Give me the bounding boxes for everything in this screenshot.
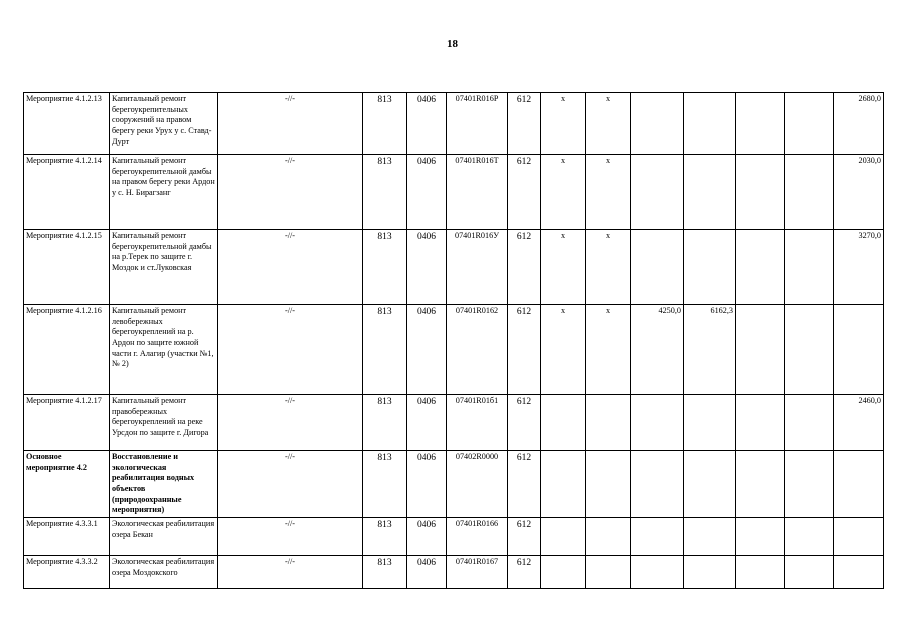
executor-cell: -//-: [218, 517, 363, 555]
table-row: [24, 451, 884, 518]
executor-cell: -//-: [218, 555, 363, 588]
measure-name-cell: Мероприятие 4.1.2.15: [24, 230, 110, 305]
section-code-cell: 0406: [407, 230, 447, 305]
target-article-cell: 07401R016У: [447, 230, 508, 305]
expense-type-cell: 612: [508, 93, 541, 155]
value-cell-3: [631, 517, 684, 555]
value-cell-2: [586, 451, 631, 518]
value-cell-7: 2680,0: [834, 93, 884, 155]
value-cell-7: [834, 451, 884, 518]
target-article-cell: 07401R0166: [447, 517, 508, 555]
expense-type-cell: 612: [508, 305, 541, 395]
table-row: [24, 93, 884, 155]
value-cell-5: [736, 395, 785, 451]
value-cell-5: [736, 230, 785, 305]
value-cell-7: [834, 555, 884, 588]
expense-type-cell: 612: [508, 451, 541, 518]
value-cell-4: 6162,3: [684, 305, 736, 395]
measure-description-cell: Восстановление и экологическая реабилитация водных объектов (природоохранные мероприятия): [110, 451, 218, 518]
section-code-cell: 0406: [407, 395, 447, 451]
grbs-code-cell: 813: [363, 395, 407, 451]
value-cell-1: х: [541, 93, 586, 155]
value-cell-6: [785, 395, 834, 451]
grbs-code-cell: 813: [363, 451, 407, 518]
value-cell-3: [631, 230, 684, 305]
value-cell-5: [736, 93, 785, 155]
value-cell-6: [785, 451, 834, 518]
value-cell-3: [631, 155, 684, 230]
budget-table: [23, 92, 884, 589]
section-code-cell: 0406: [407, 93, 447, 155]
value-cell-4: [684, 230, 736, 305]
table-row: [24, 230, 884, 305]
value-cell-3: [631, 93, 684, 155]
value-cell-2: [586, 555, 631, 588]
grbs-code-cell: 813: [363, 230, 407, 305]
value-cell-5: [736, 517, 785, 555]
measure-description-cell: Капитальный ремонт берегоукрепительной дамбы на правом берегу реки Ардон у с. Н. Бирагзанг: [110, 155, 218, 230]
value-cell-4: [684, 517, 736, 555]
value-cell-1: [541, 395, 586, 451]
value-cell-7: [834, 305, 884, 395]
executor-cell: -//-: [218, 451, 363, 518]
value-cell-3: [631, 451, 684, 518]
value-cell-3: [631, 555, 684, 588]
executor-cell: -//-: [218, 305, 363, 395]
value-cell-6: [785, 155, 834, 230]
table-body: [24, 93, 884, 589]
value-cell-3: [631, 395, 684, 451]
value-cell-5: [736, 451, 785, 518]
table-row: [24, 395, 884, 451]
value-cell-5: [736, 155, 785, 230]
value-cell-4: [684, 93, 736, 155]
expense-type-cell: 612: [508, 230, 541, 305]
grbs-code-cell: 813: [363, 555, 407, 588]
value-cell-6: [785, 517, 834, 555]
value-cell-4: [684, 451, 736, 518]
value-cell-1: х: [541, 155, 586, 230]
measure-name-cell: Мероприятие 4.1.2.16: [24, 305, 110, 395]
value-cell-7: 2460,0: [834, 395, 884, 451]
value-cell-2: [586, 395, 631, 451]
value-cell-4: [684, 555, 736, 588]
grbs-code-cell: 813: [363, 93, 407, 155]
target-article-cell: 07402R0000: [447, 451, 508, 518]
section-code-cell: 0406: [407, 517, 447, 555]
section-code-cell: 0406: [407, 451, 447, 518]
table-row: [24, 305, 884, 395]
section-code-cell: 0406: [407, 555, 447, 588]
value-cell-6: [785, 230, 834, 305]
value-cell-7: 2030,0: [834, 155, 884, 230]
value-cell-7: [834, 517, 884, 555]
measure-name-cell: Мероприятие 4.1.2.14: [24, 155, 110, 230]
value-cell-7: 3270,0: [834, 230, 884, 305]
target-article-cell: 07401R0167: [447, 555, 508, 588]
value-cell-6: [785, 555, 834, 588]
executor-cell: -//-: [218, 230, 363, 305]
table-row: [24, 555, 884, 588]
measure-description-cell: Капитальный ремонт левобережных берегоукреплений на р. Ардон по защите южной части г. Алагир (участки №1, № 2): [110, 305, 218, 395]
measure-name-cell: Основное мероприятие 4.2: [24, 451, 110, 518]
value-cell-1: х: [541, 230, 586, 305]
expense-type-cell: 612: [508, 555, 541, 588]
measure-description-cell: Капитальный ремонт берегоукрепительных сооружений на правом берегу реки Урух у с. Ставд-Дурт: [110, 93, 218, 155]
table-row: [24, 517, 884, 555]
section-code-cell: 0406: [407, 305, 447, 395]
value-cell-1: [541, 517, 586, 555]
expense-type-cell: 612: [508, 517, 541, 555]
executor-cell: -//-: [218, 93, 363, 155]
measure-name-cell: Мероприятие 4.3.3.1: [24, 517, 110, 555]
value-cell-2: х: [586, 155, 631, 230]
expense-type-cell: 612: [508, 155, 541, 230]
value-cell-4: [684, 155, 736, 230]
table-row: [24, 155, 884, 230]
page-number: 18: [447, 38, 458, 50]
value-cell-2: х: [586, 230, 631, 305]
target-article-cell: 07401R016Р: [447, 93, 508, 155]
value-cell-5: [736, 555, 785, 588]
target-article-cell: 07401R0162: [447, 305, 508, 395]
value-cell-1: [541, 451, 586, 518]
executor-cell: -//-: [218, 395, 363, 451]
measure-description-cell: Капитальный ремонт берегоукрепительной дамбы на р.Терек по защите г. Моздок и ст.Луковская: [110, 230, 218, 305]
value-cell-6: [785, 93, 834, 155]
section-code-cell: 0406: [407, 155, 447, 230]
measure-name-cell: Мероприятие 4.3.3.2: [24, 555, 110, 588]
executor-cell: -//-: [218, 155, 363, 230]
grbs-code-cell: 813: [363, 305, 407, 395]
value-cell-5: [736, 305, 785, 395]
grbs-code-cell: 813: [363, 517, 407, 555]
value-cell-1: х: [541, 305, 586, 395]
value-cell-3: 4250,0: [631, 305, 684, 395]
value-cell-6: [785, 305, 834, 395]
measure-description-cell: Экологическая реабилитация озера Моздокского: [110, 555, 218, 588]
value-cell-1: [541, 555, 586, 588]
value-cell-2: х: [586, 305, 631, 395]
target-article-cell: 07401R016Т: [447, 155, 508, 230]
value-cell-2: х: [586, 93, 631, 155]
grbs-code-cell: 813: [363, 155, 407, 230]
expense-type-cell: 612: [508, 395, 541, 451]
target-article-cell: 07401R01б1: [447, 395, 508, 451]
measure-description-cell: Капитальный ремонт правобережных берегоукреплений на реке Урсдон по защите г. Дигора: [110, 395, 218, 451]
value-cell-4: [684, 395, 736, 451]
value-cell-2: [586, 517, 631, 555]
measure-name-cell: Мероприятие 4.1.2.13: [24, 93, 110, 155]
measure-description-cell: Экологическая реабилитация озера Бекан: [110, 517, 218, 555]
measure-name-cell: Мероприятие 4.1.2.17: [24, 395, 110, 451]
